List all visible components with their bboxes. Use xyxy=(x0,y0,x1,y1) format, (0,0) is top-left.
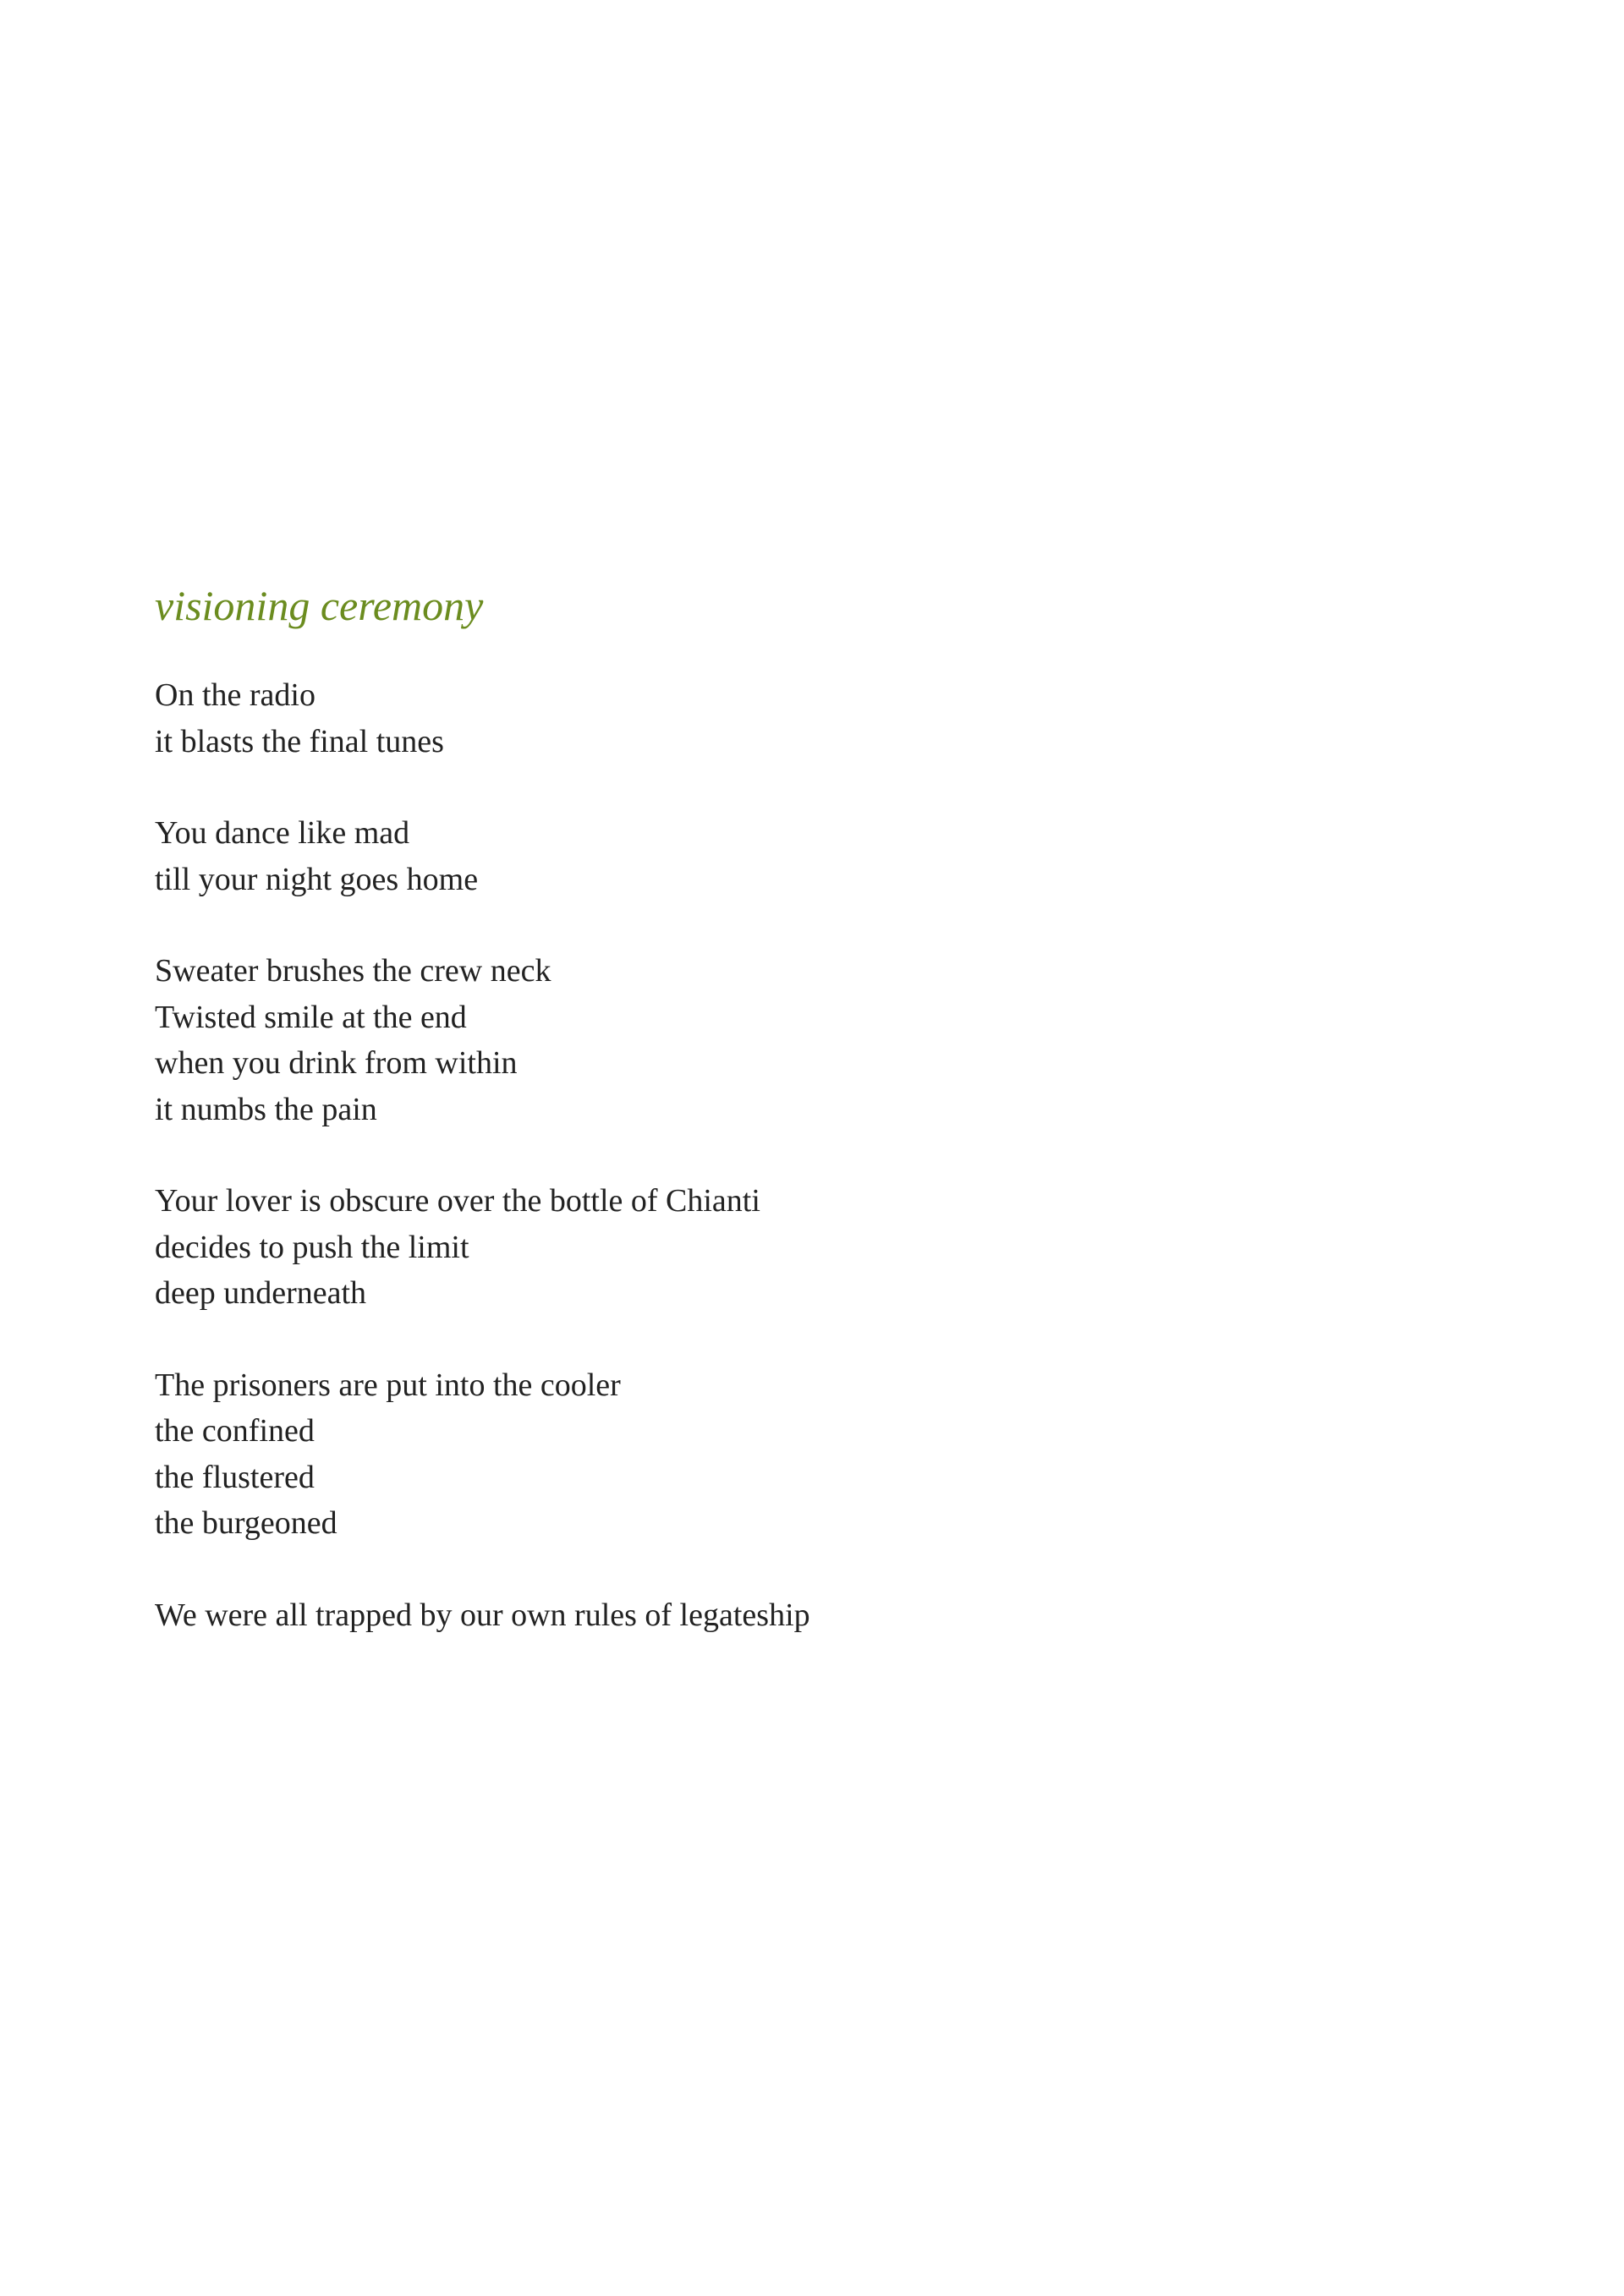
poem-line: On the radio xyxy=(155,677,315,713)
poem-line: the confined xyxy=(155,1413,315,1449)
poem-line: when you drink from within xyxy=(155,1045,518,1081)
poem-line: Your lover is obscure over the bottle of Chianti xyxy=(155,1183,760,1219)
stanza-3 xyxy=(155,948,1424,1132)
stanza-1 xyxy=(155,672,1424,764)
poem-line: the flustered xyxy=(155,1459,315,1495)
poem-line: till your night goes home xyxy=(155,861,479,897)
poem-line: The prisoners are put into the cooler xyxy=(155,1367,621,1403)
poem-line: it numbs the pain xyxy=(155,1091,377,1127)
poem-line: Twisted smile at the end xyxy=(155,999,467,1035)
poem xyxy=(155,580,1424,1684)
stanza-2 xyxy=(155,810,1424,902)
poem-line: decides to push the limit xyxy=(155,1229,469,1265)
poem-line: We were all trapped by our own rules of legateship xyxy=(155,1597,810,1633)
poem-line: You dance like mad xyxy=(155,815,410,851)
poem-line: deep underneath xyxy=(155,1275,367,1311)
poem-line: the burgeoned xyxy=(155,1505,337,1541)
stanza-4 xyxy=(155,1178,1424,1317)
stanza-6 xyxy=(155,1592,1424,1639)
poem-line: it blasts the final tunes xyxy=(155,723,444,759)
stanza-5 xyxy=(155,1362,1424,1547)
poem-title: visioning ceremony xyxy=(155,582,484,629)
poem-line: Sweater brushes the crew neck xyxy=(155,953,551,989)
